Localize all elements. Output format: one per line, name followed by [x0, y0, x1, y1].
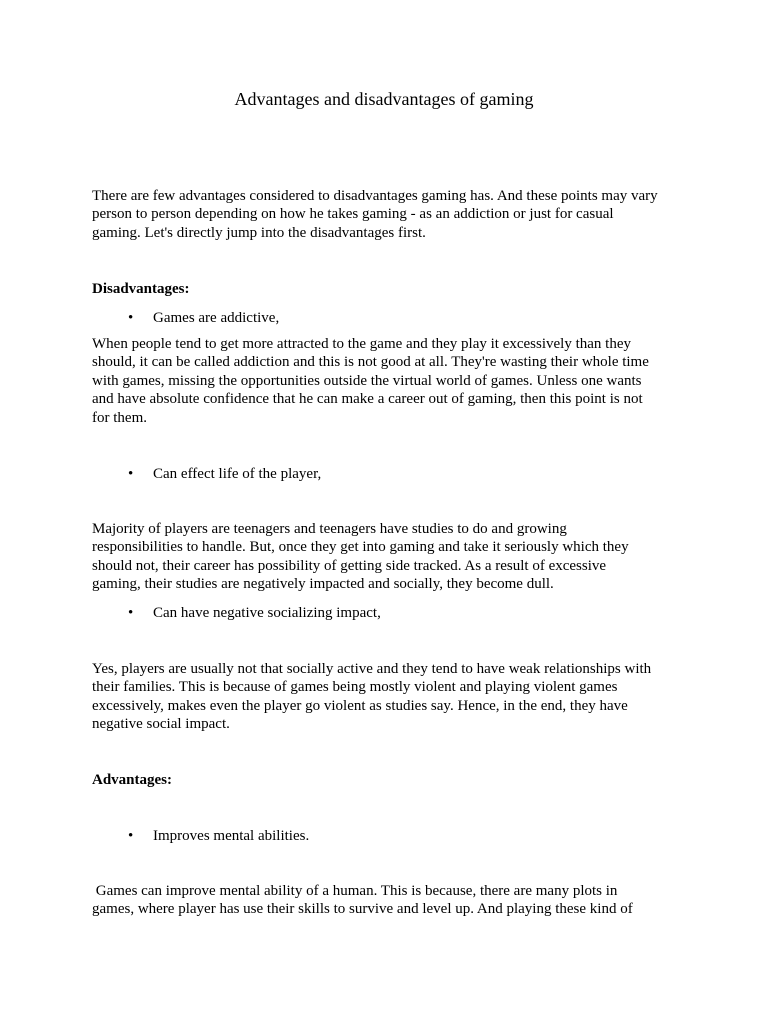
bullet-item: [128, 604, 381, 622]
body-line: should not, their career has possibility of getting side tracked. As a result of excessive: [92, 557, 607, 574]
bullet-text: Can have negative socializing impact,: [153, 605, 381, 621]
body-line: responsibilities to handle. But, once they get into gaming and take it seriously which they: [92, 539, 629, 556]
bullet-text: Improves mental abilities.: [153, 828, 310, 844]
intro-line: gaming. Let's directly jump into the disadvantages first.: [92, 224, 426, 241]
body-line: for them.: [92, 409, 147, 426]
body-line: their families. This is because of games being mostly violent and playing violent games: [92, 679, 618, 696]
bullet-icon: •: [128, 310, 134, 326]
body-line: When people tend to get more attracted to the game and they play it excessively than they: [92, 336, 631, 352]
bullet-text: Can effect life of the player,: [153, 466, 322, 482]
body-line: and have absolute confidence that he can make a career out of gaming, then this point is not: [92, 391, 643, 408]
body-line: Games can improve mental ability of a human. This is because, there are many plots in: [92, 883, 618, 899]
intro-line: person to person depending on how he takes gaming - as an addiction or just for casual: [92, 206, 614, 223]
body-line: with games, missing the opportunities outside the virtual world of games. Unless one wants: [92, 372, 642, 389]
body-line: gaming, their studies are negatively impacted and socially, they become dull.: [92, 576, 554, 593]
bullet-icon: •: [128, 828, 134, 844]
body-line: Yes, players are usually not that socially active and they tend to have weak relationships with: [92, 661, 652, 677]
body-line: negative social impact.: [92, 716, 230, 733]
disadvantages-heading: Disadvantages:: [92, 281, 190, 297]
body-paragraph: [92, 882, 692, 919]
body-paragraph: [92, 660, 692, 734]
body-line: excessively, makes even the player go violent as studies say. Hence, in the end, they have: [92, 697, 628, 714]
body-paragraph: [92, 520, 692, 594]
body-line: Majority of players are teenagers and teenagers have studies to do and growing: [92, 521, 567, 537]
advantages-heading: Advantages:: [92, 772, 173, 788]
body-line: games, where player has use their skills to survive and level up. And playing these kind of: [92, 901, 633, 918]
bullet-icon: •: [128, 466, 134, 482]
bullet-item: [128, 309, 279, 327]
bullet-item: [128, 827, 309, 845]
intro-paragraph: [92, 187, 692, 242]
bullet-text: Games are addictive,: [153, 310, 280, 326]
body-paragraph: [92, 335, 692, 427]
intro-line: There are few advantages considered to disadvantages gaming has. And these points may vary: [92, 188, 658, 204]
bullet-item: [128, 465, 321, 483]
document-title: Advantages and disadvantages of gaming: [234, 89, 534, 109]
bullet-icon: •: [128, 605, 134, 621]
body-line: should, it can be called addiction and this is not good at all. They're wasting their whole time: [92, 354, 649, 371]
